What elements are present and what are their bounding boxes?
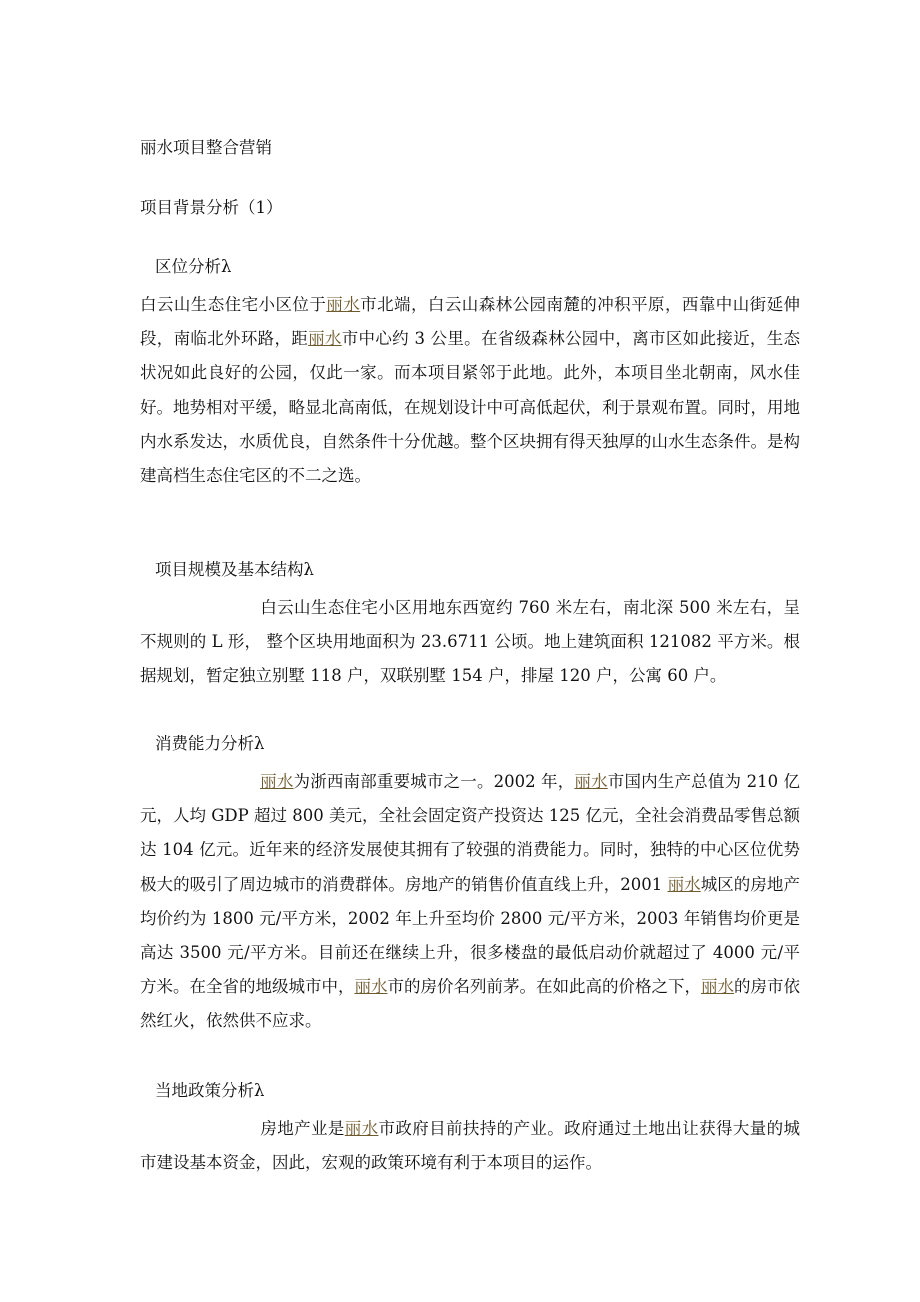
- keyword-link[interactable]: 丽水: [260, 772, 294, 791]
- paragraph-consumption-ability: 丽水为浙西南部重要城市之一。2002 年，丽水市国内生产总值为 210 亿元，人均 GDP 超过 800 美元，全社会固定资产投资达 125 亿元，全社会消费品零售总额达 104 亿元。近年来的经济发展使其拥有了较强的消费能力。同时，独特的中心区位优势极大的吸引了周边城市的消费群体。房地产的销售价值直线上升，2001 丽水城区的房地产均价约为 1800 元/平方米，2002 年上升至均价 2800 元/平方米，2003 年销售均价更是高达 3500 元/平方米。目前还在继续上升，很多楼盘的最低启动价就超过了 4000 元/平方米。在全省的地级城市中，丽水市的房价名列前茅。在如此高的价格之下，丽水的房市依然红火，依然供不应求。: [140, 772, 801, 1031]
- keyword-link[interactable]: 丽水: [344, 1119, 379, 1138]
- keyword-link[interactable]: 丽水: [326, 295, 361, 314]
- heading-consumption-ability: 消费能力分析λ: [155, 734, 265, 753]
- paragraph-location-analysis: 白云山生态住宅小区位于丽水市北端，白云山森林公园南麓的冲积平原，西靠中山街延伸段，南临北外环路，距丽水市中心约 3 公里。在省级森林公园中，离市区如此接近，生态状况如此良好的公园，仅此一家。而本项目紧邻于此地。此外，本项目坐北朝南，风水佳好。地势相对平缓，略显北高南低，在规划设计中可高低起伏，利于景观布置。同时，用地内水系发达，水质优良，自然条件十分优越。整个区块拥有得天独厚的山水生态条件。是构建高档生态住宅区的不二之选。: [140, 295, 801, 486]
- keyword-link[interactable]: 丽水: [354, 977, 388, 997]
- heading-location-analysis: 区位分析λ: [155, 257, 232, 276]
- heading-local-policy: 当地政策分析λ: [155, 1081, 265, 1100]
- section-title: 项目背景分析（1）: [140, 198, 283, 217]
- keyword-link[interactable]: 丽水: [308, 329, 342, 349]
- keyword-link[interactable]: 丽水: [574, 772, 608, 791]
- heading-project-scale: 项目规模及基本结构λ: [155, 560, 314, 579]
- paragraph-local-policy: 房地产业是丽水市政府目前扶持的产业。政府通过土地出让获得大量的城市建设基本资金，因此，宏观的政策环境有利于本项目的运作。: [140, 1119, 800, 1173]
- keyword-link[interactable]: 丽水: [667, 874, 701, 894]
- document-title: 丽水项目整合营销: [140, 138, 272, 157]
- keyword-link[interactable]: 丽水: [701, 977, 734, 997]
- paragraph-project-scale: 白云山生态住宅小区用地东西宽约 760 米左右，南北深 500 米左右，呈不规则的 L 形， 整个区块用地面积为 23.6711 公顷。地上建筑面积 121082 平方米。根据规划，暂定独立别墅 118 户，双联别墅 154 户，排屋 120 户，公寓 60 户。: [140, 598, 800, 686]
